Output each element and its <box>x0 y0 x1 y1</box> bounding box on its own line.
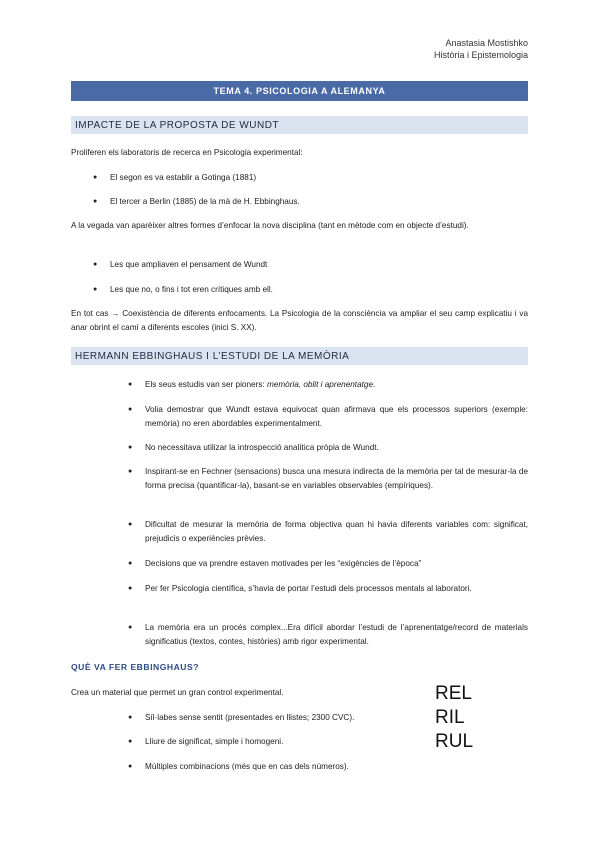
list-item: ● Els seus estudis van ser pioners: memòria, oblit i aprenentatge. <box>145 378 528 392</box>
bullet-icon: ● <box>128 624 133 631</box>
bullet-icon: ● <box>128 521 133 528</box>
section-heading-ebbinghaus: HERMANN EBBINGHAUS I L’ESTUDI DE LA MEMÒRIA <box>71 347 528 365</box>
bullet-icon: ● <box>93 174 98 181</box>
bullet-icon: ● <box>128 738 133 745</box>
list-item: ● Per fer Psicologia científica, s’havia de portar l’estudi dels processos mentals al laboratori. <box>145 582 528 596</box>
paragraph: Proliferen els laboratoris de recerca en Psicologia experimental: <box>71 148 303 157</box>
list-item: ● El segon es va establir a Gotinga (1881) <box>110 171 528 185</box>
bullet-icon: ● <box>93 286 98 293</box>
bullet-icon: ● <box>128 714 133 721</box>
list-item: ● Decisions que va prendre estaven motivades per les “exigències de l’època” <box>145 557 528 571</box>
list-item: ● Lliure de significat, simple i homogeni. <box>145 735 415 749</box>
bullet-icon: ● <box>128 406 133 413</box>
syllable-example: RUL <box>435 731 474 752</box>
bullet-icon: ● <box>128 381 133 388</box>
section-heading-wundt: IMPACTE DE LA PROPOSTA DE WUNDT <box>71 116 528 134</box>
list-item: ● Les que no, o fins i tot eren crítiques amb ell. <box>110 283 528 297</box>
bullet-icon: ● <box>128 444 133 451</box>
bullet-icon: ● <box>128 468 133 475</box>
list-item: ● Volia demostrar que Wundt estava equivocat quan afirmava que els processos superiors (exemple: memòria) no eren abordables experimentalment. <box>128 405 528 428</box>
bullet-icon: ● <box>128 560 133 567</box>
author-name: Anastasia Mostishko <box>445 38 528 48</box>
list-item: ● Síl·labes sense sentit (presentades en llistes; 2300 CVC). <box>145 711 415 725</box>
list-item: ● Múltiples combinacions (més que en cas dels números). <box>145 760 415 774</box>
bullet-icon: ● <box>128 585 133 592</box>
list-item: ● Les que ampliaven el pensament de Wundt <box>110 258 528 272</box>
list-item: ● No necessitava utilizar la introspecció analítica pròpia de Wundt. <box>145 441 528 455</box>
list-item: ● Dificultat de mesurar la memòria de forma objectiva quan hi havia diferents variables com: significat, prejudicis o experiències prèvies. <box>128 520 528 543</box>
bullet-icon: ● <box>93 261 98 268</box>
page-header <box>434 37 528 61</box>
subsection-heading: QUÈ VA FER EBBINGHAUS? <box>71 662 199 672</box>
paragraph: A la vegada van aparèixer altres formes d’enfocar la nova disciplina (tant en mètode com en objecte d’estudi). <box>71 221 469 230</box>
subject-name: Història i Epistemologia <box>433 50 528 60</box>
paragraph: En tot cas → Coexistència de diferents enfocaments. La Psicologia de la consciència va ampliar el seu camp explicatiu i va anar obrint el camí a diferents escoles (inici S. XX). <box>71 309 528 332</box>
list-item: ● La memòria era un procés complex...Era difícil abordar l’estudi de l’aprenentatge/record de materials significatius (textos, contes, històries) amb rigor experimental. <box>128 623 528 646</box>
bullet-icon: ● <box>128 763 133 770</box>
bullet-icon: ● <box>93 198 98 205</box>
topic-title: TEMA 4. PSICOLOGIA A ALEMANYA <box>71 81 528 101</box>
syllable-example: REL <box>435 683 472 704</box>
syllable-example: RIL <box>435 707 465 728</box>
paragraph: Crea un material que permet un gran control experimental. <box>71 688 284 697</box>
list-item: ● El tercer a Berlin (1885) de la mà de H. Ebbinghaus. <box>110 195 528 209</box>
list-item: ● Inspirant-se en Fechner (sensacions) busca una mesura indirecta de la memòria per tal de mesurar-la de forma precisa (quantificar-la), basant-se en variables observables (empíriques). <box>128 467 528 490</box>
